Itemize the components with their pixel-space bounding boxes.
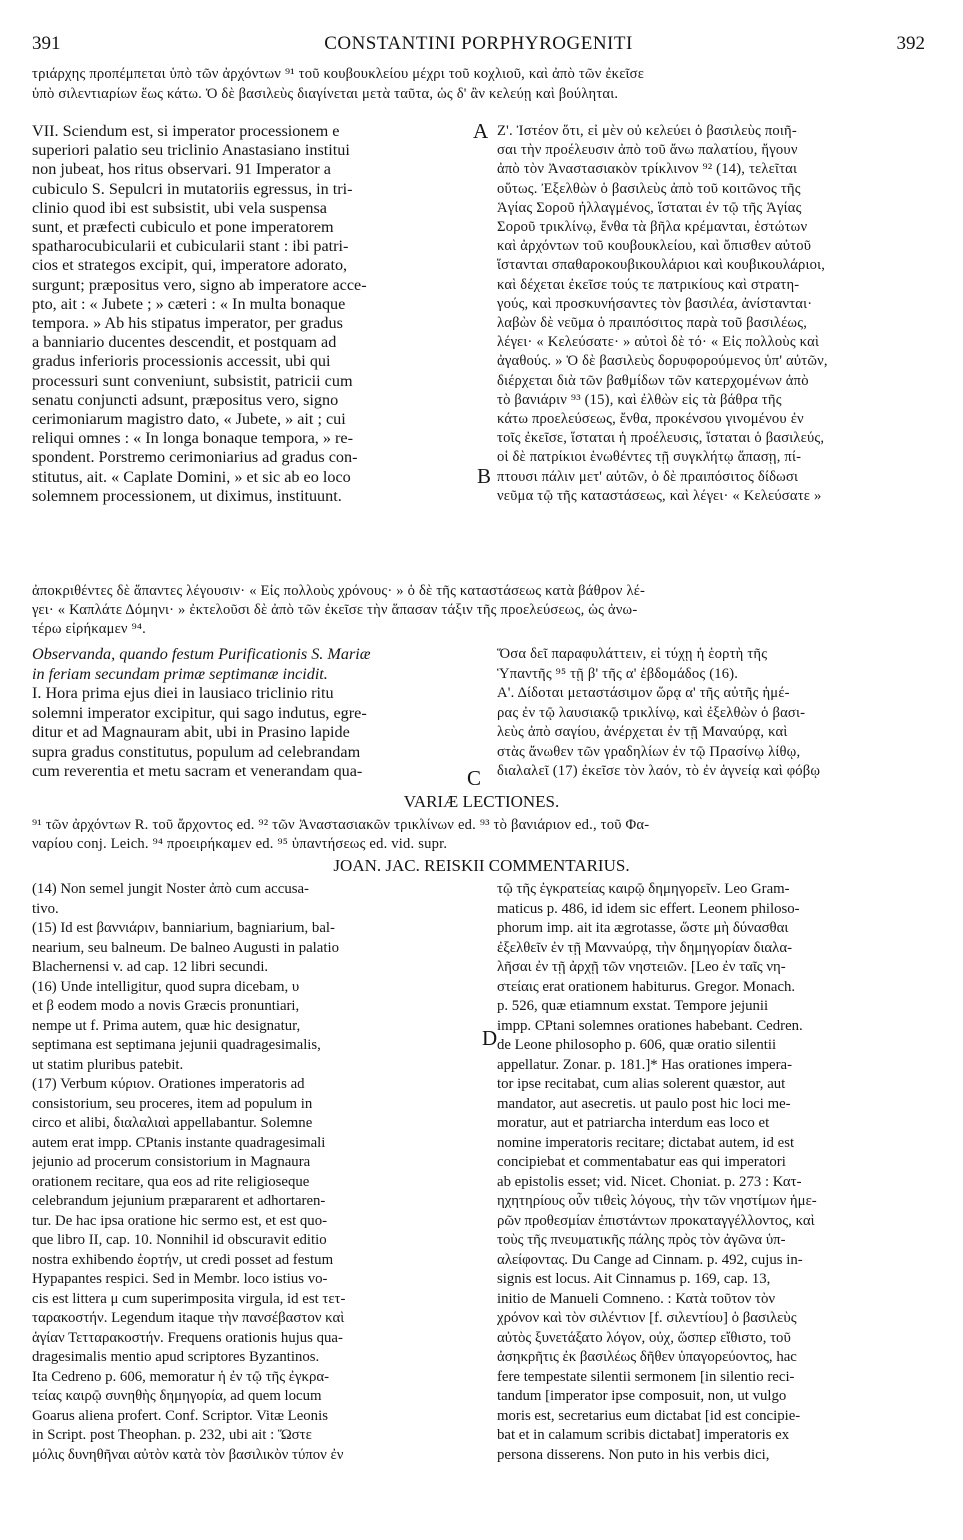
text-line: ὑπὸ σιλεντιαρίων ἕως κάτω. Ὁ δὲ βασιλεὺς διαγίνεται μετὰ ταῦτα, ὡς δ' ἂν κελεύῃ καὶ βούληται.: [32, 86, 619, 102]
text-line: moratur, aut et patriarcha interdum eas loco et: [497, 1115, 770, 1131]
text-line: cios et strategos excipit, qui, imperatore adorato,: [32, 256, 348, 275]
text-line: a banniario ducentes descendit, et postquam ad: [32, 333, 337, 352]
text-line: καὶ δέχεται ἐκεῖσε τούς τε πατρικίους καὶ στρατη-: [497, 276, 800, 293]
text-line: καὶ ἀρχόντων τοῦ κουβουκλείου, καὶ ὄπισθεν αὐτοῦ: [497, 238, 812, 255]
left-page-number: 391: [32, 33, 61, 54]
text-line: αὐτὸς ξυνετάξατο λόγον, οὐχ, ὥσπερ εἴθιστο, τοῦ: [497, 1329, 791, 1346]
text-line: Ζ'. Ἰστέον ὅτι, εἰ μὲν οὐ κελεύει ὁ βασιλεὺς ποιῆ-: [497, 123, 797, 139]
text-line: circo et alibi, διαλαλιαὶ appellabantur. Solemne: [32, 1115, 313, 1131]
text-line: moris est, secretarius eum dictabat [id est concipie-: [497, 1407, 801, 1424]
text-line: spondent. Porstremo cerimoniarius ad gradus con-: [32, 448, 358, 467]
text-line: ἀπὸ τὸν Ἀναστασιακὸν τρίκλινον ⁹² (14), τελεῖται: [497, 161, 798, 178]
text-line: διαλαλεῖ (17) ἐκεῖσε τὸν λαόν, τὸ ἐν ἁγνείᾳ καὶ φόβῳ: [497, 763, 821, 779]
text-line: tur. De hac ipsa oratione hic sermo est, et est quo-: [32, 1212, 328, 1229]
text-line: clinio quod ibi est subsistit, ubi vela suspensa: [32, 198, 327, 217]
text-line: ἀποκριθέντες δὲ ἅπαντες λέγουσιν· « Εἰς πολλοὺς χρόνους· » ὁ δὲ τῆς καταστάσεως κατὰ βάθρον λέ-: [32, 583, 646, 599]
text-line: impp. CPtani solemnes orationes habebant. Cedren.: [497, 1017, 803, 1034]
text-line: processuri sunt conveniunt, subsistit, patricii cum: [32, 371, 353, 390]
text-line: Ἁγίας Σοροῦ ἠλλαγμένος, ἵσταται ἐν τῷ τῆς Ἁγίας: [497, 199, 802, 216]
text-line: in feriam secundam primæ septimanæ incidit.: [32, 664, 328, 683]
text-line: consistorium, seu proceres, item ad populum in: [32, 1095, 313, 1112]
text-line: superiori palatio seu triclinio Anastasiano institui: [32, 141, 350, 160]
variae-line: ναρίου conj. Leich. ⁹⁴ προειρήκαμεν ed. ⁹⁵ ὑπαντήσεως ed. vid. supr.: [32, 836, 448, 852]
text-line: μόλις δυνηθῆναι αὐτὸν κατὰ τὸν βασιλικὸν τύπον ἐν: [32, 1446, 344, 1463]
text-line: tempora. » Ab his stipatus imperator, per gradus: [32, 314, 343, 332]
text-line: maticus p. 486, id idem sic effert. Leonem philoso-: [497, 900, 800, 917]
text-line: spatharocubicularii et cubicularii stant : ibi patri-: [32, 237, 349, 256]
text-line: supra gradus constitutus, populum ad celebrandam: [32, 742, 361, 761]
text-line: surgunt; præpositus vero, signo ab imperatore acce-: [32, 275, 367, 294]
text-line: nomine imperatoris recitare; dictabat autem, id est: [497, 1134, 795, 1151]
text-line: septimana est septimana jejunii quadragesimalis,: [32, 1037, 321, 1053]
text-line: tandum [imperator ipse composuit, non, ut vulgo: [497, 1388, 787, 1404]
text-line: de Leone philosopho p. 606, quæ oratio silentii: [497, 1037, 777, 1053]
text-line: τείας καιρῷ συνηθὴς δημηγορία, ad quem locum: [32, 1388, 322, 1404]
text-line: reliqui omnes : « In longa bonaque tempora, » re-: [32, 429, 353, 448]
text-line: ἐξελθεῖν ἐν τῇ Μαννaύρᾳ, τὴν δημηγορίαν διαλα-: [497, 939, 793, 956]
text-line: autem erat impp. CPtanis instante quadragesimali: [32, 1134, 326, 1151]
text-line: ἀγαθούς. » Ὁ δὲ βασιλεὺς δορυφορούμενος ὑπ' αὐτῶν,: [497, 353, 828, 370]
text-line: αλείφοντας. Du Cange ad Cinnam. p. 492, cujus in-: [497, 1251, 803, 1268]
text-line: persona disserens. Non puto in his verbis dici,: [497, 1446, 770, 1463]
text-line: in Script. post Theophan. p. 232, ubi ait : Ὥστε: [32, 1427, 312, 1443]
text-line: stitutus, ait. « Caplate Domini, » et sic ab eo loco: [32, 467, 351, 486]
text-line: pto, ait : « Jubete ; » cæteri : « In multa bonaque: [32, 294, 346, 313]
text-line: ρας ἐν τῷ λαυσιακῷ τρικλίνῳ, καὶ ἐξελθὼν ὁ βασι-: [497, 704, 806, 721]
text-line: τοὺς τῆς πνευματικῆς πάλης πρὸς τὸν ἀγῶνα ὑπ-: [497, 1232, 786, 1248]
text-line: Ὅσα δεῖ παραφυλάττειν, εἰ τύχῃ ἡ ἑορτὴ τῆς: [497, 646, 768, 662]
text-line: λέγει· « Κελεύσατε· » αὐτοὶ δὲ τό· « Εἰς πολλοὺς καὶ: [497, 334, 820, 351]
text-line: κάτω προελεύσεως, ἔνθα, προκένσου γινομένου ἐν: [497, 411, 804, 427]
text-line: appellatur. Zonar. p. 181.]* Has orationes impera-: [497, 1056, 793, 1073]
text-line: ἵστανται σπαθαροκουβικουλάριοι καὶ κουβικουλάριοι,: [497, 257, 826, 274]
text-line: solemnem processionem, ut diximus, instituunt.: [32, 486, 342, 505]
text-line: τῷ τῆς ἐγκρατείας καιρῷ δημηγορεῖν. Leo Gram-: [497, 881, 790, 897]
text-line: νεῦμα τῷ τῆς καταστάσεως, καὶ λέγει· « Κελεύσατε »: [497, 487, 822, 504]
text-line: σαι τὴν προέλευσιν ἀπὸ τοῦ ἄνω παλατίου, ἤγουν: [497, 142, 798, 159]
text-line: Ὑπαντῆς ⁹⁵ τῇ β' τῆς α' ἑβδομάδος (16).: [497, 665, 739, 682]
text-line: οὕτως. Ἐξελθὼν ὁ βασιλεὺς ἀπὸ τοῦ κοιτῶνος τῆς: [497, 180, 801, 197]
variae-line: ⁹¹ τῶν ἀρχόντων R. τοῦ ἄρχοντος ed. ⁹² τῶν Ἀναστασιακῶν τρικλίνων ed. ⁹³ τὸ βανιάριον ed., τοῦ Φα-: [32, 817, 650, 833]
text-line: λαβὼν δὲ νεῦμα ὁ πραιπόσιτος παρὰ τοῦ βασιλέως,: [497, 315, 808, 331]
text-line: fere tempestate silentii sermonem [in silentio reci-: [497, 1368, 795, 1385]
text-line: mandator, aut asecretis. ut paulo post hic loci me-: [497, 1095, 791, 1112]
text-line: nearium, seu balneum. De balneo Augusti in palatio: [32, 939, 339, 956]
text-line: τριάρχης προπέμπεται ὑπὸ τῶν ἀρχόντων ⁹¹ τοῦ κουβουκλείου μέχρι τοῦ κοχλιοῦ, καὶ ἀπὸ τῶν ἐκεῖσε: [32, 66, 645, 82]
running-title: CONSTANTINI PORPHYROGENITI: [324, 33, 633, 54]
text-line: nostra exhibendo ἑορτήν, ut credi posset ad festum: [32, 1251, 334, 1268]
margin-letter-c: C: [467, 766, 482, 790]
text-line: οἱ δὲ πατρίκιοι ἑνωθέντες τῇ συγκλήτῳ ἅπασῃ, πί-: [497, 449, 802, 466]
margin-letter-d: D: [482, 1026, 498, 1050]
text-line: p. 526, quæ etiamnum exstat. Tempore jejunii: [497, 998, 769, 1014]
text-line: γει· « Καπλάτε Δόμηνι· » ἐκτελοῦσι δὲ ἀπὸ τῶν ἐκεῖσε τὴν ἅπασαν τάξιν τῆς προελεύσεως, ὡς ἀνω-: [32, 602, 638, 618]
text-line: dragesimalis mentio apud scriptores Byzantinos.: [32, 1349, 320, 1365]
text-line: cis est littera μ cum superimposita virgula, id est τετ-: [32, 1290, 346, 1307]
text-line: στὰς ἄνωθεν τῶν γραδηλίων ἐν τῷ Πρασίνῳ λίθῳ,: [497, 743, 801, 760]
text-line: (16) Unde intelligitur, quod supra dicebam, υ: [32, 978, 300, 995]
text-line: ἀσηκρῆτις ἐκ βασιλέως δῆθεν ὑπαγορεύοντος, hac: [497, 1349, 797, 1365]
text-line: bat et in calamum scribis dictabat] imperatoris ex: [497, 1427, 790, 1443]
text-line: Hypapantes respici. Sed in Membr. loco istius vo-: [32, 1271, 328, 1287]
text-line: que libro II, cap. 10. Nonnihil id obscuravit editio: [32, 1232, 327, 1248]
text-line: στείαις erat orationem habiturus. Gregor. Monach.: [497, 978, 796, 995]
text-line: τέρω εἰρήκαμεν ⁹⁴.: [32, 621, 146, 637]
text-line: Blachernensi v. ad cap. 12 libri secundi.: [32, 959, 269, 975]
text-line: cum reverentia et metu sacram et venerandam qua-: [32, 762, 363, 780]
text-line: λῆσαι ἐν τῇ ἀρχῇ τῶν νηστειῶν. [Leo ἐν ταῖς νη-: [497, 959, 786, 975]
text-line: ut statim pluribus patebit.: [32, 1056, 184, 1073]
text-line: τὸ βανιάριν ⁹³ (15), καὶ ἐλθὼν εἰς τὰ βάθρα τῆς: [497, 391, 782, 408]
text-line: jejunio ad procerum consistorium in Magnaura: [32, 1154, 311, 1170]
text-line: signis est locus. Ait Cinnamus p. 169, cap. 13,: [497, 1271, 771, 1287]
text-line: (17) Verbum κύριον. Orationes imperatoris ad: [32, 1076, 305, 1092]
variae-heading: VARIÆ LECTIONES.: [403, 792, 560, 811]
margin-letter-a: A: [473, 119, 489, 143]
text-line: ditur et ad Magnauram abit, ubi in Prasino lapide: [32, 723, 350, 741]
text-line: cubiculo S. Sepulcri in mutatoriis egressus, in tri-: [32, 179, 353, 198]
text-line: solemni imperator excipitur, qui sago indutus, egre-: [32, 703, 367, 722]
text-line: concipiebat et commentabatur eas qui imperatori: [497, 1154, 786, 1170]
margin-letter-b: B: [477, 464, 492, 488]
text-line: (15) Id est βαννιάριν, banniarium, bagniarium, bal-: [32, 920, 335, 936]
text-line: (14) Non semel jungit Noster ἀπὸ cum accusa-: [32, 881, 309, 897]
text-line: τοῖς ἐκεῖσε, ἵσταται ἡ προέλευσις, ἵσταται ὁ βασιλεύς,: [497, 430, 825, 447]
text-line: cerimoniarum magistro dato, « Jubete, » ait ; cui: [32, 410, 346, 428]
text-line: διέρχεται διὰ τῶν βαθμίδων τῶν κατερχομένων ἀπὸ: [497, 372, 809, 389]
text-line: gradus inferioris processionis accessit, ubi qui: [32, 352, 331, 371]
text-line: ρῶν προθεσμίαν ἐπιστάντων προκαταγγέλλοντος, καὶ: [497, 1212, 815, 1229]
text-line: senatu conjuncti adsunt, præpositus vero, signo: [32, 390, 339, 409]
text-line: Σοροῦ τρικλίνῳ, ἔνθα τὰ βῆλα κρέμανται, ἑστώτων: [497, 219, 808, 235]
text-line: sunt, et præfecti cubiculo et pone imperatorem: [32, 218, 334, 236]
text-line: λεὺς ἀπὸ σαγίου, ἀνέρχεται ἐν τῇ Μαναύρᾳ, καὶ: [497, 724, 788, 740]
text-line: et β eodem modo a novis Græcis pronuntiari,: [32, 998, 300, 1014]
text-line: initio de Manueli Comneno. : Κατὰ τοῦτον τὸν: [497, 1290, 776, 1307]
text-line: I. Hora prima ejus diei in lausiaco triclinio ritu: [32, 684, 334, 702]
text-line: Α'. Δίδοται μεταστάσιμον ὥρᾳ α' τῆς αὐτῆς ἡμέ-: [497, 685, 790, 701]
text-line: Goarus aliena profert. Conf. Scriptor. Vitæ Leonis: [32, 1407, 328, 1424]
commentarius-heading: JOAN. JAC. REISKII COMMENTARIUS.: [333, 856, 630, 875]
text-line: ab epistolis esset; vid. Nicet. Choniat. p. 273 : Κατ-: [497, 1173, 802, 1190]
text-line: nempe ut f. Prima autem, quæ hic designatur,: [32, 1017, 301, 1034]
text-line: phorum imp. ait ita ægrotasse, ὥστε μὴ δύνασθαι: [497, 920, 789, 936]
text-line: ταρακοστήν. Legendum itaque τὴν πανσέβαστον καὶ: [32, 1310, 345, 1326]
text-line: non jubeat, hos ritus observari. 91 Imperator a: [32, 160, 331, 179]
text-line: tor ipse recitabat, cum alias solerent quæstor, aut: [497, 1076, 786, 1092]
text-line: Observanda, quando festum Purificationis S. Mariæ: [32, 645, 371, 663]
running-header: [32, 33, 925, 55]
text-line: Ita Cedreno p. 606, memoratur ἡ ἐν τῷ τῆς ἐγκρα-: [32, 1368, 330, 1385]
text-line: πτουσι πάλιν μετ' αὐτῶν, ὁ δὲ πραιπόσιτος δίδωσι: [497, 468, 799, 485]
text-line: ἁγίαν Τετταρακοστήν. Frequens orationis hujus qua-: [32, 1329, 343, 1346]
text-line: VII. Sciendum est, si imperator processionem e: [32, 122, 340, 140]
text-line: χρόνον καὶ τὸν σιλέντιον [f. σιλεντίου] ὁ βασιλεὺς: [497, 1310, 797, 1326]
text-line: ηχητηρίους οὖν τιθεὶς λόγους, τὴν τῶν νηστίμων ἡμε-: [497, 1193, 817, 1209]
text-line: orationem recitare, qua eos ad rite religioseque: [32, 1173, 310, 1190]
text-line: γούς, καὶ προσκυνήσαντες τὸν βασιλέα, ἀνίστανται·: [497, 295, 813, 312]
text-line: tivo.: [32, 900, 59, 917]
right-page-number: 392: [896, 33, 925, 54]
text-line: celebrandum jejunium præpararent et adhortaren-: [32, 1193, 326, 1209]
